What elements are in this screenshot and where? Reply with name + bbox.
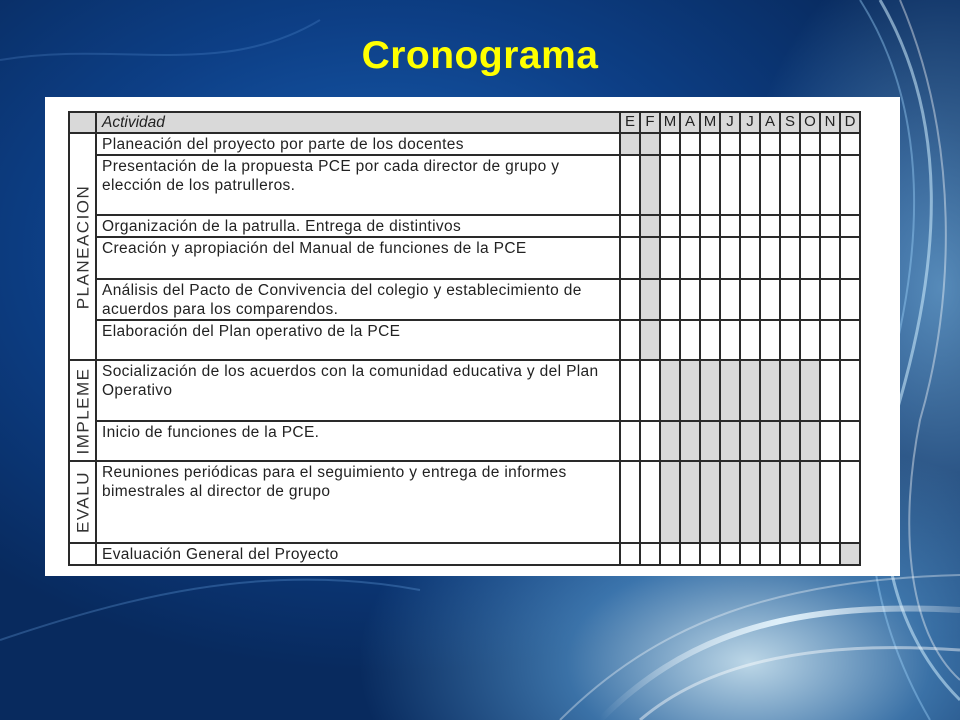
month-cell-12 [840, 543, 860, 565]
month-cell-7 [740, 360, 760, 421]
month-cell-6 [720, 155, 740, 215]
month-cell-7 [740, 133, 760, 155]
phase-header-cell [69, 112, 96, 133]
month-cell-11 [820, 279, 840, 320]
month-cell-4 [680, 360, 700, 421]
month-cell-10 [800, 421, 820, 461]
phase-cell-implementacion [69, 360, 96, 461]
phase-cell-planeacion [69, 133, 96, 360]
month-cell-3 [660, 543, 680, 565]
month-cell-6 [720, 215, 740, 237]
month-cell-1 [620, 320, 640, 360]
month-cell-5 [700, 543, 720, 565]
month-cell-1 [620, 421, 640, 461]
phase-cell-evaluacion [69, 461, 96, 543]
month-cell-9 [780, 543, 800, 565]
activity-cell: Análisis del Pacto de Convivencia del colegio y establecimiento de acuerdos para los comparendos. [96, 279, 620, 320]
month-cell-6 [720, 543, 740, 565]
month-header: N [820, 112, 840, 133]
month-cell-4 [680, 215, 700, 237]
month-cell-12 [840, 155, 860, 215]
month-cell-8 [760, 155, 780, 215]
month-header: D [840, 112, 860, 133]
month-cell-1 [620, 279, 640, 320]
table-row [69, 461, 860, 543]
month-cell-5 [700, 237, 720, 279]
month-cell-1 [620, 543, 640, 565]
month-cell-11 [820, 421, 840, 461]
month-cell-12 [840, 421, 860, 461]
slide-title: Cronograma [361, 34, 599, 77]
month-header: J [740, 112, 760, 133]
month-cell-8 [760, 279, 780, 320]
month-cell-6 [720, 279, 740, 320]
table-row [69, 421, 860, 461]
phase-cell-empty [69, 543, 96, 565]
month-cell-1 [620, 461, 640, 543]
month-cell-3 [660, 360, 680, 421]
month-cell-5 [700, 461, 720, 543]
month-cell-9 [780, 320, 800, 360]
month-cell-7 [740, 215, 760, 237]
month-cell-7 [740, 320, 760, 360]
month-cell-3 [660, 421, 680, 461]
month-cell-7 [740, 155, 760, 215]
month-cell-8 [760, 215, 780, 237]
month-cell-6 [720, 133, 740, 155]
activity-cell: Organización de la patrulla. Entrega de distintivos [96, 215, 620, 237]
month-cell-2 [640, 461, 660, 543]
month-cell-9 [780, 215, 800, 237]
month-cell-8 [760, 237, 780, 279]
month-cell-3 [660, 461, 680, 543]
month-cell-11 [820, 155, 840, 215]
month-cell-6 [720, 360, 740, 421]
table-row [69, 279, 860, 320]
month-cell-12 [840, 215, 860, 237]
month-cell-9 [780, 461, 800, 543]
month-cell-4 [680, 133, 700, 155]
month-cell-12 [840, 320, 860, 360]
month-cell-1 [620, 237, 640, 279]
month-cell-11 [820, 215, 840, 237]
activity-cell: Elaboración del Plan operativo de la PCE [96, 320, 620, 360]
activity-cell: Socialización de los acuerdos con la comunidad educativa y del Plan Operativo [96, 360, 620, 421]
activity-cell: Evaluación General del Proyecto [96, 543, 620, 565]
month-cell-10 [800, 320, 820, 360]
month-cell-2 [640, 279, 660, 320]
month-cell-8 [760, 421, 780, 461]
month-cell-5 [700, 215, 720, 237]
month-cell-11 [820, 543, 840, 565]
month-cell-10 [800, 279, 820, 320]
month-cell-2 [640, 543, 660, 565]
month-cell-1 [620, 155, 640, 215]
month-cell-5 [700, 421, 720, 461]
month-cell-2 [640, 320, 660, 360]
month-cell-3 [660, 133, 680, 155]
table-row [69, 320, 860, 360]
month-cell-6 [720, 320, 740, 360]
schedule-panel [45, 97, 900, 576]
month-cell-2 [640, 237, 660, 279]
month-cell-7 [740, 461, 760, 543]
month-cell-8 [760, 461, 780, 543]
month-cell-10 [800, 360, 820, 421]
month-cell-4 [680, 237, 700, 279]
month-cell-3 [660, 215, 680, 237]
month-header: S [780, 112, 800, 133]
month-cell-9 [780, 155, 800, 215]
month-header: A [680, 112, 700, 133]
activity-cell: Creación y apropiación del Manual de funciones de la PCE [96, 237, 620, 279]
month-header: F [640, 112, 660, 133]
month-header: O [800, 112, 820, 133]
month-cell-4 [680, 461, 700, 543]
month-cell-9 [780, 133, 800, 155]
activity-cell: Planeación del proyecto por parte de los docentes [96, 133, 620, 155]
month-cell-11 [820, 320, 840, 360]
month-cell-5 [700, 155, 720, 215]
month-header: A [760, 112, 780, 133]
month-cell-2 [640, 215, 660, 237]
month-cell-10 [800, 237, 820, 279]
month-cell-8 [760, 133, 780, 155]
month-cell-5 [700, 279, 720, 320]
month-cell-12 [840, 133, 860, 155]
month-cell-12 [840, 237, 860, 279]
month-cell-2 [640, 133, 660, 155]
month-header: E [620, 112, 640, 133]
table-row [69, 155, 860, 215]
month-cell-3 [660, 320, 680, 360]
month-cell-8 [760, 360, 780, 421]
month-cell-4 [680, 279, 700, 320]
month-cell-8 [760, 543, 780, 565]
phase-label: IMPLEME [73, 366, 92, 455]
month-cell-10 [800, 543, 820, 565]
month-cell-4 [680, 155, 700, 215]
month-cell-12 [840, 461, 860, 543]
month-cell-10 [800, 461, 820, 543]
month-cell-1 [620, 215, 640, 237]
month-cell-3 [660, 279, 680, 320]
month-cell-7 [740, 279, 760, 320]
month-cell-12 [840, 279, 860, 320]
month-cell-3 [660, 237, 680, 279]
phase-label: PLANEACION [73, 184, 92, 309]
month-cell-11 [820, 133, 840, 155]
month-header: M [660, 112, 680, 133]
table-row [69, 133, 860, 155]
activity-cell: Inicio de funciones de la PCE. [96, 421, 620, 461]
month-cell-3 [660, 155, 680, 215]
month-cell-4 [680, 421, 700, 461]
month-cell-2 [640, 421, 660, 461]
month-cell-11 [820, 360, 840, 421]
schedule-table [68, 111, 861, 566]
activity-cell: Reuniones periódicas para el seguimiento y entrega de informes bimestrales al director de grupo [96, 461, 620, 543]
month-cell-6 [720, 421, 740, 461]
month-header: M [700, 112, 720, 133]
month-cell-10 [800, 215, 820, 237]
month-cell-12 [840, 360, 860, 421]
table-row [69, 360, 860, 421]
month-cell-7 [740, 421, 760, 461]
month-header: J [720, 112, 740, 133]
month-cell-1 [620, 133, 640, 155]
month-cell-9 [780, 360, 800, 421]
month-cell-7 [740, 237, 760, 279]
month-cell-5 [700, 360, 720, 421]
month-cell-5 [700, 320, 720, 360]
month-cell-7 [740, 543, 760, 565]
month-cell-6 [720, 461, 740, 543]
month-cell-4 [680, 543, 700, 565]
activity-cell: Presentación de la propuesta PCE por cada director de grupo y elección de los patrulleros. [96, 155, 620, 215]
month-cell-9 [780, 237, 800, 279]
month-cell-11 [820, 461, 840, 543]
month-cell-9 [780, 279, 800, 320]
month-cell-1 [620, 360, 640, 421]
month-cell-6 [720, 237, 740, 279]
header-row [69, 112, 860, 133]
table-row [69, 543, 860, 565]
table-row [69, 237, 860, 279]
table-row [69, 215, 860, 237]
month-cell-10 [800, 133, 820, 155]
month-cell-10 [800, 155, 820, 215]
activity-header: Actividad [96, 112, 620, 133]
month-cell-9 [780, 421, 800, 461]
month-cell-4 [680, 320, 700, 360]
month-cell-5 [700, 133, 720, 155]
month-cell-2 [640, 360, 660, 421]
month-cell-11 [820, 237, 840, 279]
phase-label: EVALU [73, 471, 92, 533]
month-cell-2 [640, 155, 660, 215]
month-cell-8 [760, 320, 780, 360]
